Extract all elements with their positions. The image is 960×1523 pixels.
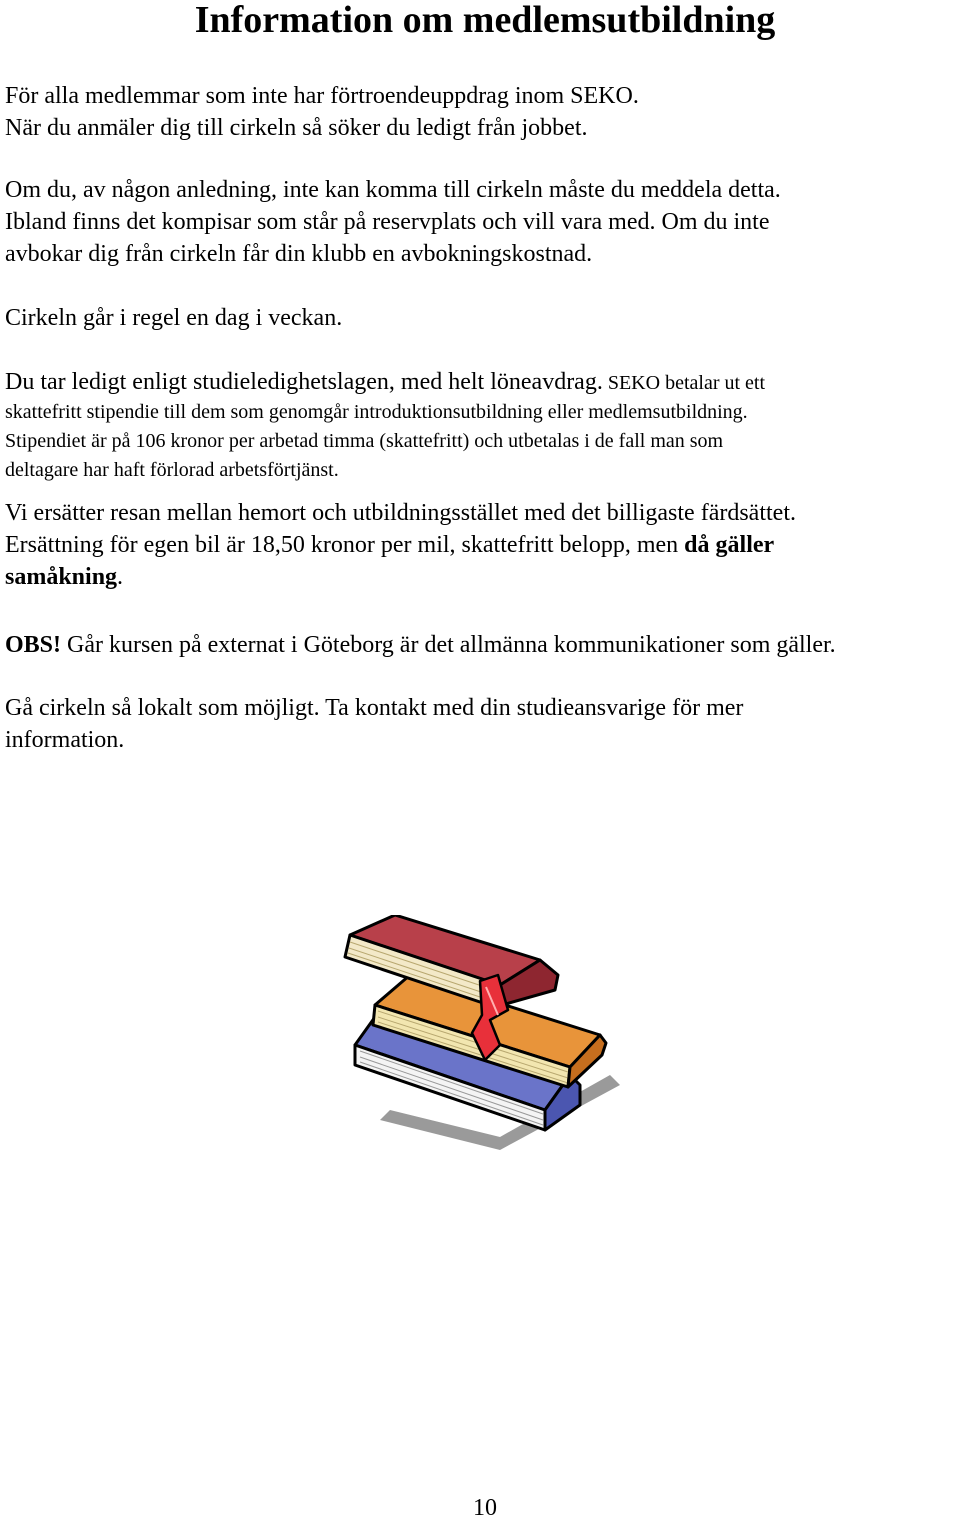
obs-label: OBS! — [5, 632, 62, 658]
bold-text: då gäller — [684, 532, 775, 558]
text-segment: . — [117, 564, 124, 590]
text-line — [5, 366, 960, 398]
paragraph-travel-compensation — [5, 497, 960, 593]
bold-text: samåkning — [5, 564, 118, 590]
text-line: avbokar dig från cirkeln får din klubb en avbokningskostnad. — [5, 241, 593, 267]
text-line: skattefritt stipendie till dem som genomgår introduktionsutbildning eller medlemsutbildning. — [5, 401, 748, 423]
paragraph-membership-info — [5, 80, 960, 144]
text-line: Om du, av någon anledning, inte kan komma till cirkeln måste du meddela detta. — [5, 177, 781, 203]
text-line: Gå cirkeln så lokalt som möjligt. Ta kontakt med din studieansvarige för mer — [5, 695, 744, 721]
text-line: deltagare har haft förlorad arbetsförtjänst. — [5, 459, 339, 481]
text-line: När du anmäler dig till cirkeln så söker du ledigt från jobbet. — [5, 115, 588, 141]
text-segment: Går kursen på externat i Göteborg är det allmänna kommunikationer som gäller. — [61, 632, 836, 658]
paragraph-study-leave — [5, 366, 960, 485]
text-line: För alla medlemmar som inte har förtroendeuppdrag inom SEKO. — [5, 83, 639, 109]
stack-of-books-icon — [340, 915, 630, 1155]
text-line: Vi ersätter resan mellan hemort och utbildningsstället med det billigaste färdsättet. — [5, 500, 796, 526]
page-number: 10 — [473, 1495, 497, 1521]
text-line — [5, 561, 960, 593]
paragraph-obs-note — [5, 629, 960, 661]
paragraph-cancellation — [5, 174, 960, 270]
text-segment: Ersättning för egen bil är 18,50 kronor per mil, skattefritt belopp, men — [5, 532, 685, 558]
paragraph-schedule: Cirkeln går i regel en dag i veckan. — [5, 305, 343, 331]
text-line: Stipendiet är på 106 kronor per arbetad timma (skattefritt) och utbetalas i de fall man som — [5, 430, 724, 452]
text-segment: Du tar ledigt enligt studieledighetslagen, med helt löneavdrag. — [5, 369, 603, 395]
text-segment: SEKO betalar ut ett — [602, 372, 766, 394]
text-line: information. — [5, 727, 125, 753]
text-line — [5, 529, 960, 561]
paragraph-contact — [5, 692, 960, 756]
page-title: Information om medlemsutbildning — [194, 0, 776, 41]
text-line: Ibland finns det kompisar som står på reservplats och vill vara med. Om du inte — [5, 209, 770, 235]
